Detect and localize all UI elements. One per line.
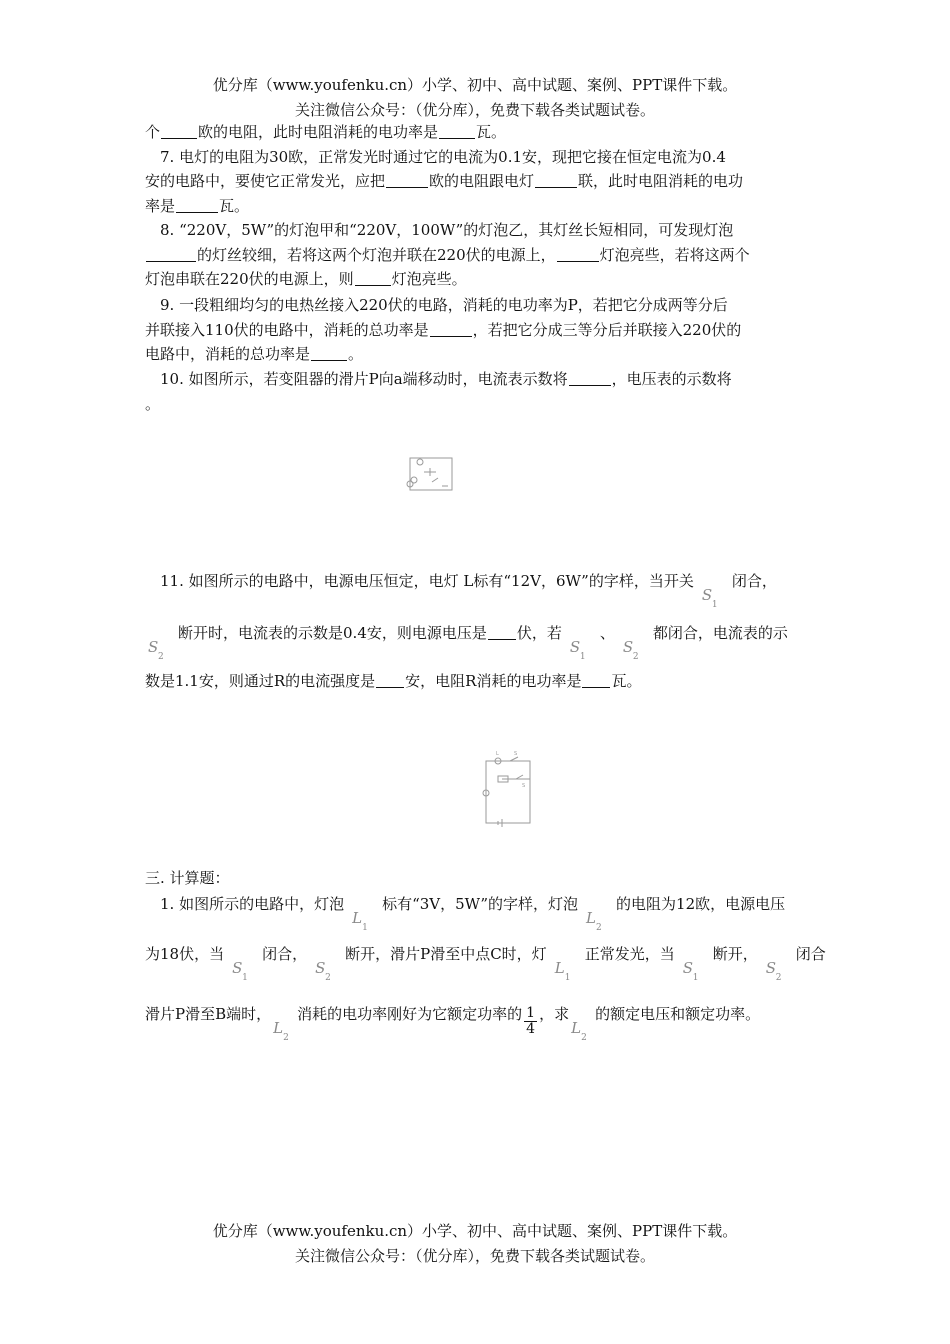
calc1-text: 为18伏，当 [145,945,225,963]
q11-text: 、 [599,624,615,642]
answer-blank[interactable] [355,270,391,286]
math-L1: L 1 [554,959,571,983]
math-L2: L 2 [571,1019,587,1043]
question-7-line1: 7. 电灯的电阻为30欧，正常发光时通过它的电流为0.1安，现把它接在恒定电流为0.4 [160,148,726,166]
answer-blank[interactable] [161,123,197,139]
q11-text: 数是1.1安，则通过R的电流强度是 [145,672,376,690]
q10-text: 10. 如图所示，若变阻器的滑片P向a端移动时，电流表示数将 [160,370,568,388]
fraction-one-quarter: $\frac{1}{4}$ [526,1005,536,1037]
q9-text: 电路中，消耗的总功率是 [145,345,311,363]
answer-blank[interactable] [176,197,218,213]
page-footer-line2: 关注微信公众号：（优分库），免费下载各类试题试卷。 [294,1247,655,1265]
answer-blank[interactable] [311,345,347,361]
calc1-text: 1. 如图所示的电路中，灯泡 [160,895,345,913]
math-S2: S 2 [148,638,164,662]
math-S1: S 1 [701,586,718,610]
q10-text: ，电压表的示数将 [611,370,732,388]
q8-text: 的灯丝较细，若将这两个灯泡并联在220伏的电源上， [197,246,556,264]
q7-text: 欧的电阻跟电灯 [429,172,535,190]
answer-blank[interactable] [488,624,516,640]
q11-text: 断开时，电流表的示数是0.4安，则电源电压是 [178,624,487,642]
question-7-line3 [145,195,813,217]
calc1-text: 的电阻为12欧，电源电压 [616,895,786,913]
answer-blank[interactable] [376,672,404,688]
question-9-line3 [145,343,813,365]
question-6-continuation [145,121,813,143]
question-9-line1: 9. 一段粗细均匀的电热丝接入220伏的电路，消耗的电功率为P，若把它分成两等分后 [160,296,728,314]
page-header-top-line2: 关注微信公众号：（优分库），免费下载各类试题试卷。 [294,101,655,119]
calc1-text: 闭合 [795,945,826,963]
q11-text: 瓦。 [611,672,642,690]
calc1-text: 消耗的电功率刚好为它额定功率的 [297,1005,523,1023]
q6-text-c: 瓦。 [476,123,507,141]
calc1-text: 正常发光，当 [584,945,675,963]
calc1-text: 断开， [712,945,758,963]
calc1-text: 的额定电压和额定功率。 [595,1005,761,1023]
answer-blank[interactable] [430,321,472,337]
q11-text: 都闭合，电流表的示 [652,624,788,642]
q9-text: 并联接入110伏的电路中，消耗的总功率是 [145,321,429,339]
section-3-title: 三. 计算题： [145,869,230,887]
calc1-text: ，求 [539,1005,570,1023]
calc1-text: 闭合， [262,945,308,963]
question-11-line1 [160,570,828,610]
math-L2: L 2 [273,1019,289,1043]
calc1-text: 断开，滑片P滑至中点C时，灯 [345,945,547,963]
q7-text: 联，此时电阻消耗的电功 [578,172,744,190]
circuit-diagram-q11 [474,747,536,827]
q7-text: 瓦。 [219,197,250,215]
question-10-line2: 。 [145,395,161,413]
q7-text: 安的电路中，要使它正常发光，应把 [145,172,386,190]
math-S2: S 2 [765,959,782,983]
math-S1: S 1 [569,638,586,662]
q6-text-a: 个 [145,123,161,141]
q7-text: 率是 [145,197,176,215]
question-9-line2 [145,319,813,341]
answer-blank[interactable] [557,246,599,262]
math-S2: S 2 [315,959,331,983]
q11-text: 伏，若 [516,624,562,642]
page-header-top-line1: 优分库（www.youfenku.cn）小学、初中、高中试题、案例、PPT课件下载。 [212,76,738,94]
math-S1: S 1 [682,959,699,983]
calc-1-line2 [145,943,826,983]
q9-text: 。 [348,345,364,363]
answer-blank[interactable] [535,172,577,188]
q9-text: ，若把它分成三等分后并联接入220伏的 [472,321,742,339]
q11-text: 安，电阻R消耗的电功率是 [405,672,582,690]
calc-1-line3 [145,1003,813,1043]
svg-text:L: L [496,751,499,757]
question-8-line3 [145,268,813,290]
circuit-diagram-q10 [402,452,460,498]
answer-blank[interactable] [386,172,428,188]
svg-text:S: S [522,783,526,789]
answer-blank[interactable] [582,672,610,688]
answer-blank[interactable] [439,123,475,139]
q6-text-b: 欧的电阻，此时电阻消耗的电功率是 [198,123,439,141]
calc1-text: 标有“3V，5W”的字样，灯泡 [382,895,579,913]
math-L2: L 2 [586,909,602,933]
q11-text: 闭合， [731,572,777,590]
answer-blank[interactable] [569,370,611,386]
question-8-line2 [145,244,813,266]
svg-text:S: S [514,751,518,757]
question-7-line2 [145,170,813,192]
calc-1-line1 [160,893,828,933]
math-L1: L 1 [352,909,368,933]
q8-text: 灯泡亮些，若将这两个 [599,246,750,264]
question-8-line1: 8. “220V，5W”的灯泡甲和“220V，100W”的灯泡乙，其灯丝长短相同，可发现灯泡 [160,221,734,239]
answer-blank[interactable] [146,246,196,262]
page-footer-line1: 优分库（www.youfenku.cn）小学、初中、高中试题、案例、PPT课件下载。 [212,1222,738,1240]
q11-text: 11. 如图所示的电路中，电源电压恒定，电灯 L标有“12V，6W”的字样，当开关 [160,572,694,590]
math-S2: S 2 [622,638,639,662]
calc1-text: 滑片P滑至B端时， [145,1005,272,1023]
question-10-line1 [160,368,828,390]
question-11-line2 [140,622,808,662]
math-S1: S 1 [232,959,248,983]
q8-text: 灯泡串联在220伏的电源上，则 [145,270,354,288]
q8-text: 灯泡亮些。 [391,270,467,288]
question-11-line3 [145,670,813,692]
